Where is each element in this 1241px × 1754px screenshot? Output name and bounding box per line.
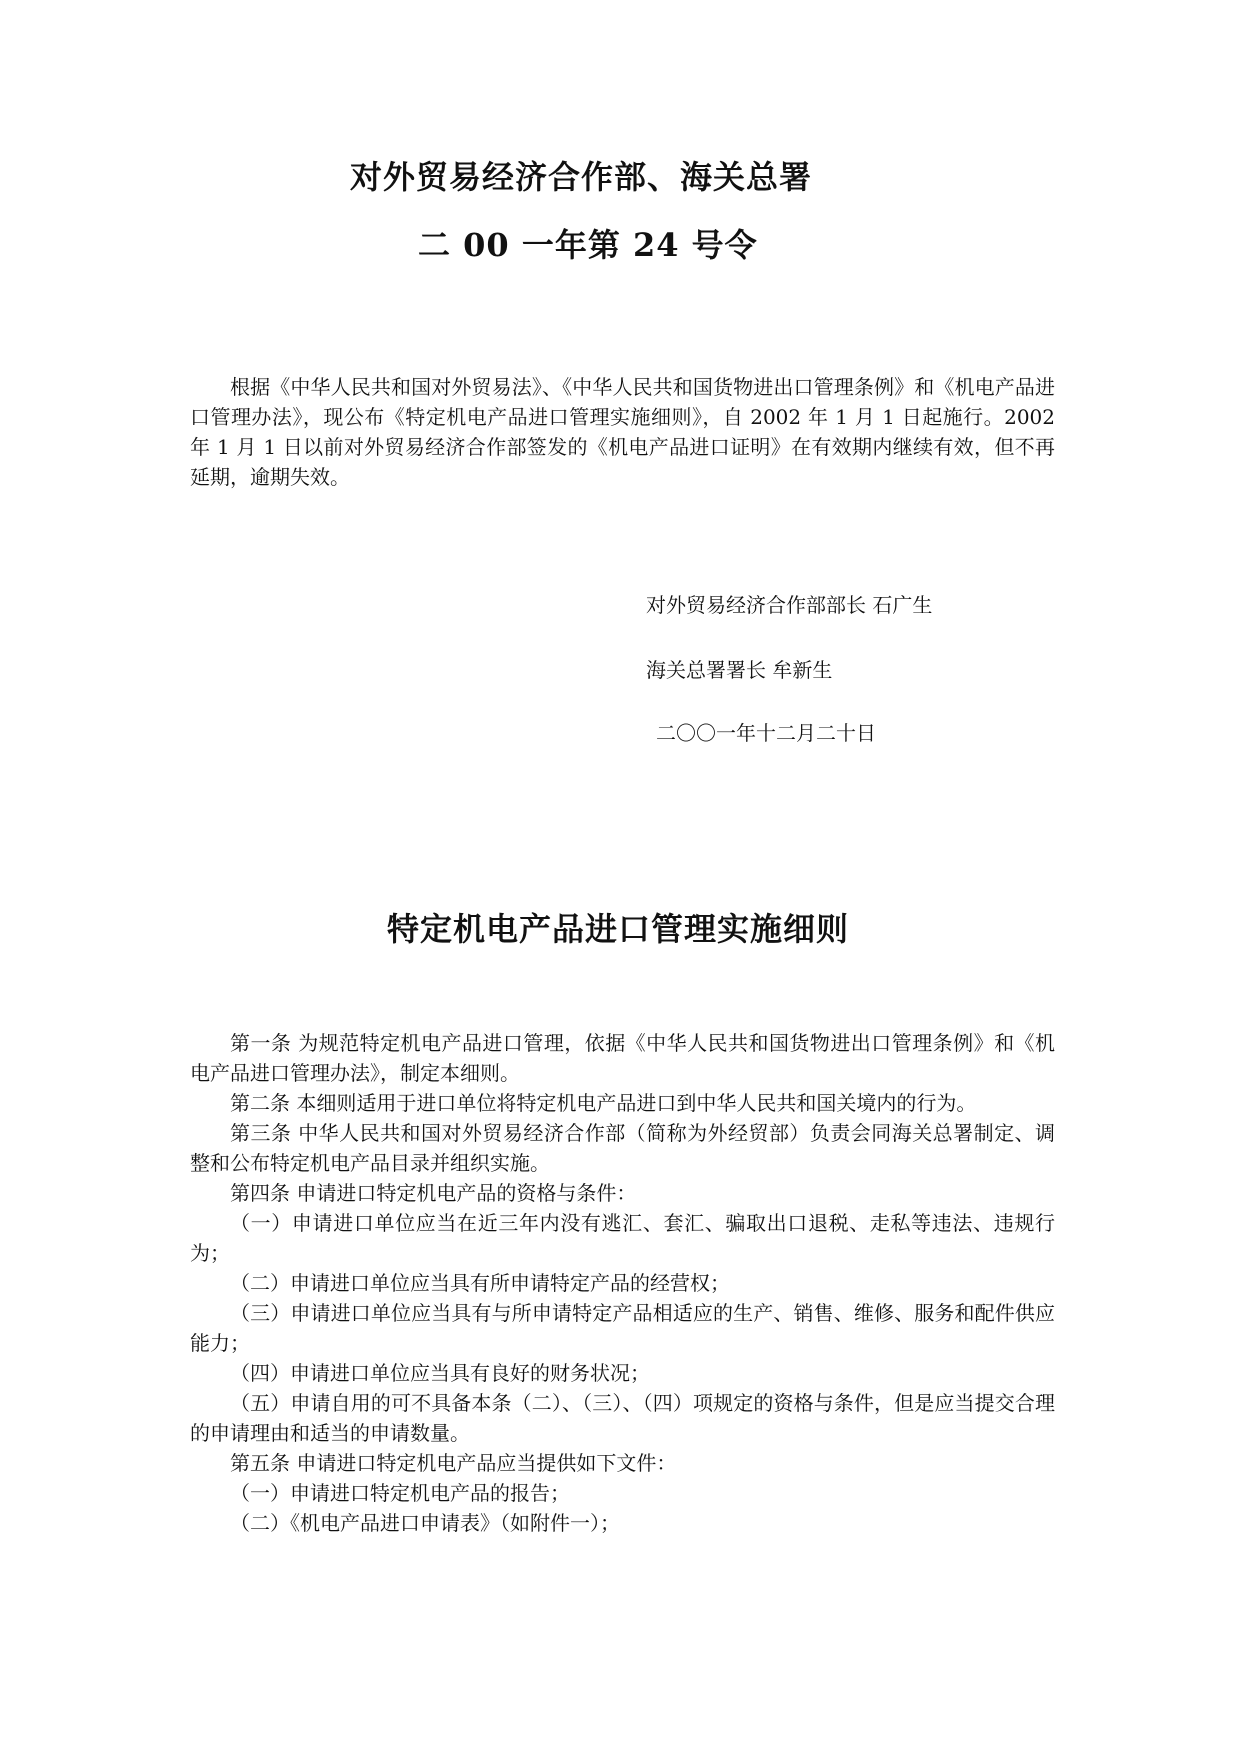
article-paragraph: 第三条 中华人民共和国对外贸易经济合作部（简称为外经贸部）负责会同海关总署制定、调整和公布特定机电产品目录并组织实施。 [190, 1121, 1055, 1175]
decree-title: 对外贸易经济合作部、海关总署 [350, 158, 813, 196]
article-item: （五）申请自用的可不具备本条（二）、（三）、（四）项规定的资格与条件，但是应当提交合理的申请理由和适当的申请数量。 [190, 1391, 1055, 1445]
rules-body [190, 1028, 1055, 1538]
article-paragraph: 第五条 申请进口特定机电产品应当提供如下文件： [230, 1451, 677, 1475]
article-paragraph: 第一条 为规范特定机电产品进口管理，依据《中华人民共和国货物进出口管理条例》和《机电产品进口管理办法》，制定本细则。 [190, 1031, 1055, 1085]
decree-number: 二 00 一年第 24 号令 [418, 226, 758, 264]
article-item: （三）申请进口单位应当具有与所申请特定产品相适应的生产、销售、维修、服务和配件供应能力； [190, 1301, 1055, 1355]
article-paragraph: 第四条 申请进口特定机电产品的资格与条件： [230, 1181, 637, 1205]
signature-customs: 海关总署署长 牟新生 [646, 658, 833, 682]
article-item: （四）申请进口单位应当具有良好的财务状况； [230, 1361, 650, 1385]
article-item: （二）申请进口单位应当具有所申请特定产品的经营权； [230, 1271, 730, 1295]
article-item: （一）申请进口单位应当在近三年内没有逃汇、套汇、骗取出口退税、走私等违法、违规行为； [190, 1211, 1055, 1265]
signature-minister: 对外贸易经济合作部部长 石广生 [646, 593, 933, 617]
rules-title: 特定机电产品进口管理实施细则 [387, 910, 850, 948]
decree-body: 根据《中华人民共和国对外贸易法》、《中华人民共和国货物进出口管理条例》和《机电产品进口管理办法》，现公布《特定机电产品进口管理实施细则》，自 2002 年 1 月 1 日起施行。2002 年 1 月 1 日以前对外贸易经济合作部签发的《机电产品进口证明》在有效期内继续有效，但不再延期，逾期失效。 [190, 375, 1055, 489]
article-paragraph: 第二条 本细则适用于进口单位将特定机电产品进口到中华人民共和国关境内的行为。 [230, 1091, 977, 1115]
article-item: （二）《机电产品进口申请表》（如附件一）； [230, 1511, 620, 1535]
signature-date: 二〇〇一年十二月二十日 [656, 721, 876, 745]
article-item: （一）申请进口特定机电产品的报告； [230, 1481, 570, 1505]
